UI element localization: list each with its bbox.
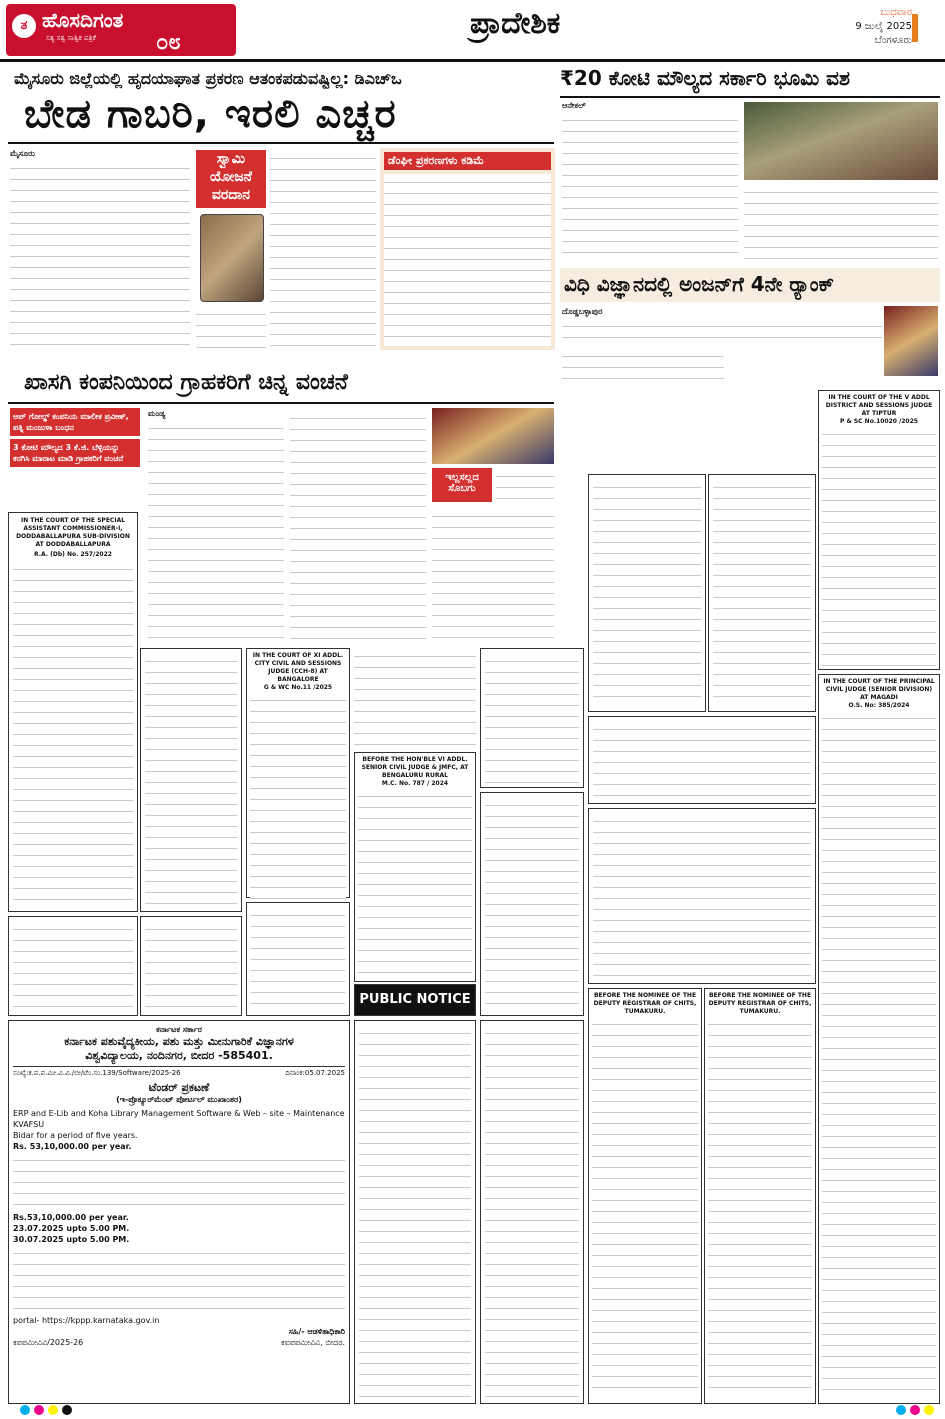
fraud-body-col3 [432,508,554,640]
tender-footer-row [13,1337,345,1348]
officer-photo [200,214,264,302]
notice-body [592,1016,698,1396]
notice-special-ac [8,512,138,912]
notice-court: IN THE COURT OF THE PRINCIPAL CIVIL JUDGE (SENIOR DIVISION) AT MAGADI [823,678,935,701]
notice-kannada-2 [246,902,350,1016]
tender-line-1: ERP and E-Lib and Koha Library Management Software & Web – site – Maintenance KVAFSU [13,1109,345,1129]
notice-body [13,561,133,901]
weekday: ಬುಧವಾರ [880,7,912,18]
rank-dateline [562,306,742,317]
public-notice-banner: PUBLIC NOTICE [354,984,476,1016]
tender-date-1: 23.07.2025 upto 5.00 PM. [13,1224,130,1233]
bullet-1: ಆಪ್ ಗೋಲ್ಡ್ ಕಂಪನಿಯ ಮಾಲೀಕ ಪ್ರವೀಣ್, ಪತ್ನಿ ಮಂಜುಳಾ ಬಂಧನ [10,408,140,436]
accent-bar [912,14,918,42]
notice-kannada-1 [140,648,242,912]
notice-chits-2 [704,988,816,1404]
notice-public-body [354,1020,476,1404]
date: 9 ಜುಲೈ 2025 [855,21,912,32]
notice-kannada-6 [708,474,816,712]
quote-tag-2: ಯೋಜನೆ [210,169,252,185]
masthead [0,0,945,62]
accused-photo [432,408,554,464]
tender-title: ಟೆಂಡರ್ ಪ್ರಕಟಣೆ [148,1081,210,1094]
tender-notice [8,1020,350,1404]
rank-headline: ವಿಧಿ ವಿಜ್ಞಾನದಲ್ಲಿ ಅಂಜನ್‌ಗೆ 4ನೇ ರ‍್ಯಾಂಕ್ [560,268,940,302]
notice-case: P & SC No.10020 /2025 [840,418,918,425]
notice-court: IN THE COURT OF THE SPECIAL ASSISTANT COMMISSIONER-I, DODDABALLAPURA SUB-DIVISION AT DODDABALLAPURA [16,517,130,548]
color-mark-cyan [896,1405,906,1415]
tender-line-2: Bidar for a period of five years. [13,1131,138,1140]
tender-date-2: 30.07.2025 upto 5.00 PM. [13,1235,130,1244]
tender-ref-date: ದಿನಾಂಕ:05.07.2025 [285,1069,345,1077]
tender-sign-2: ಕವಪಪಮೀವಿವಿ, ಬೀದರ. [281,1338,345,1347]
lead-body-col2 [270,150,376,348]
land-headline: ₹20 ಕೋಟಿ ಮೌಲ್ಯದ ಸರ್ಕಾರಿ ಭೂಮಿ ವಶ [560,66,850,90]
notice-case: R.A. (Db) No. 257/2022 [34,551,112,558]
page-number: ೦೮ [156,30,181,55]
tender-ref-row [13,1066,345,1078]
notice-kannada-3 [480,648,584,788]
notice-body [145,653,237,907]
quote-tag-3: ವರದಾನ [211,187,251,203]
dateline-text: ದೊಡ್ಡಬಳ್ಳಾಪುರ [562,307,603,316]
notice-small-2 [140,916,242,1016]
color-mark-magenta [910,1405,920,1415]
notice-tiptur [818,390,940,670]
bullet-2: 3 ಕೋಟಿ ಮೌಲ್ಯದ 3 ಕೆ.ಜಿ. ಬೆಳ್ಳಿಯನ್ನು ಕರಗಿಸಿ ಮಾರಾಟ ಮಾಡಿ ಗ್ರಾಹಕರಿಗೆ ವಂಚನೆ [10,439,140,467]
logo-tagline: ಸತ್ಯ ಸತ್ವ ಸಾತ್ವಿಕ ಪತ್ರಿಕೆ [46,34,96,42]
color-mark-magenta [34,1405,44,1415]
fraud-body-col1 [148,420,284,640]
notice-kannada-5 [588,474,706,712]
land-photo [744,102,938,180]
tender-gov: ಕರ್ನಾಟಕ ಸರ್ಕಾರ [156,1025,202,1034]
rank-body-1 [562,318,882,346]
lead-kicker: ಮೈಸೂರು ಜಿಲ್ಲೆಯಲ್ಲಿ ಹೃದಯಾಘಾತ ಪ್ರಕರಣ ಆತಂಕಪಡುವಷ್ಟಿಲ್ಲ: ಡಿಎಚ್‌ಒ [14,69,402,88]
newspaper-logo [6,4,236,56]
notice-chits-1 [588,988,702,1404]
notice-body [713,479,811,707]
fraud-body-col4 [354,648,476,748]
caption-body [496,468,554,502]
rank-body-2 [562,348,724,384]
notice-kannada-7 [588,716,816,804]
divider [560,96,940,98]
dateline-box [800,6,912,48]
notice-body [251,907,345,1011]
notice-magadi [818,674,940,1404]
tender-university: ಕರ್ನಾಟಕ ಪಶುವೈದ್ಯಕೀಯ, ಪಶು ಮತ್ತು ಮೀನುಗಾರಿಕೆ ವಿಜ್ಞಾನಗಳ [64,1035,294,1048]
tender-subtitle: (ಇ-ಪ್ರೊಕ್ಯೂರ್‌ಮೆಂಟ್ ಪೋರ್ಟಲ್ ಮುಖಾಂತರ) [116,1095,242,1104]
notice-body [485,797,579,1011]
divider [8,142,554,144]
divider [8,402,554,404]
notice-small-1 [8,916,138,1016]
tender-footer: ಕಪಪಮೀವಿವಿ/2025-26 [13,1338,84,1347]
color-mark-yellow [924,1405,934,1415]
student-photo [884,306,938,376]
dengue-box-title: ಡೆಂಘೀ ಪ್ರಕರಣಗಳು ಕಡಿಮೆ [384,152,551,170]
notice-case: M.C. No. 787 / 2024 [381,780,449,787]
tender-university-2: ವಿಶ್ವವಿದ್ಯಾಲಯ, ನಂದಿನಗರ, ಬೀದರ -585401. [85,1049,273,1062]
dateline-text: ಮೈಸೂರು [10,149,35,158]
dateline-text: ಮಂಡ್ಯ [148,409,166,418]
tender-more-terms [13,1245,345,1315]
logo-title: ಹೊಸದಿಗಂತ [42,8,124,32]
notice-kannada-9 [480,1020,584,1404]
notice-body [593,813,811,979]
notice-body [485,1025,579,1399]
notice-body [485,653,579,783]
notice-court: IN THE COURT OF THE V ADDL DISTRICT AND SESSIONS JUDGE AT TIPTUR [825,394,933,417]
notice-body [593,479,701,707]
lead-body-col2b [196,306,266,348]
notice-body [250,692,346,902]
tender-deposit: Rs.53,10,000.00 per year. [13,1213,129,1222]
tender-body [13,1108,345,1348]
notice-court: IN THE COURT OF XI ADDL. CITY CIVIL AND SESSIONS JUDGE (CCH-8) AT BANGALORE [252,652,344,683]
notice-body [708,1016,812,1396]
photo-caption: ಇಲ್ಲಸಲ್ಲದ ಸೊಬಗು [432,468,492,502]
notice-court: BEFORE THE HON'BLE VI ADDL. SENIOR CIVIL JUDGE & JMFC, AT BENGALURU RURAL [361,756,469,779]
notice-body [145,921,237,1011]
quote-tag [196,150,266,208]
land-dateline [562,100,742,111]
color-mark-black [62,1405,72,1415]
tender-ref: ಸಂಖ್ಯೆ:ಕ.ಪ.ಪ.ಮೀ.ವಿ.ವಿ./ಬೀ/ಟೆಂ.ಸಂ.139/Software/2025-26 [13,1069,181,1077]
logo-lamp-icon: ತ [12,14,36,38]
dengue-body [384,174,551,346]
notice-body [13,921,133,1011]
notice-body [593,721,811,799]
tender-terms [13,1152,345,1212]
dateline-text: ಆನೇಕಲ್ [562,101,586,110]
lead-dateline [10,148,190,159]
notice-case: O.S. No: 385/2024 [848,702,910,709]
color-mark-cyan [20,1405,30,1415]
dengue-box [380,148,555,350]
section-title: ಪ್ರಾದೇಶಿಕ [470,6,561,41]
land-body-col2 [744,184,938,262]
tender-portal: portal- https://kppp.karnataka.gov.in [13,1316,160,1325]
notice-cch8 [246,648,350,898]
notice-court: BEFORE THE NOMINEE OF THE DEPUTY REGISTRAR OF CHITS, TUMAKURU. [593,992,697,1015]
notice-mc [354,752,476,982]
quote-tag-1: ಸ್ವಾಮಿ [216,151,246,167]
notice-kannada-4 [480,792,584,1016]
tender-sign: ಸಹಿ/- ಆಡಳಿತಾಧಿಕಾರಿ [288,1327,345,1336]
lead-body-col1 [10,160,190,348]
land-body-col1 [562,112,738,262]
color-mark-yellow [48,1405,58,1415]
notice-kannada-8 [588,808,816,984]
tender-amount: Rs. 53,10,000.00 per year. [13,1142,132,1151]
notice-body [822,710,936,1400]
fraud-body-col2 [290,410,426,640]
notice-court: BEFORE THE NOMINEE OF THE DEPUTY REGISTRAR OF CHITS, TUMAKURU. [708,992,812,1015]
lead-headline: ಬೇಡ ಗಾಬರಿ, ಇರಲಿ ಎಚ್ಚರ [24,91,397,137]
notice-case: G & WC No.11 /2025 [263,684,333,691]
city: ಬೆಂಗಳೂರು [874,35,912,46]
notice-body [359,1025,471,1399]
notice-body [358,788,472,978]
fraud-headline: ಖಾಸಗಿ ಕಂಪನಿಯಿಂದ ಗ್ರಾಹಕರಿಗೆ ಚಿನ್ನ ವಂಚನೆ [24,370,348,395]
notice-body [822,426,936,666]
fraud-bullets [10,408,140,508]
fraud-dateline [148,408,278,419]
